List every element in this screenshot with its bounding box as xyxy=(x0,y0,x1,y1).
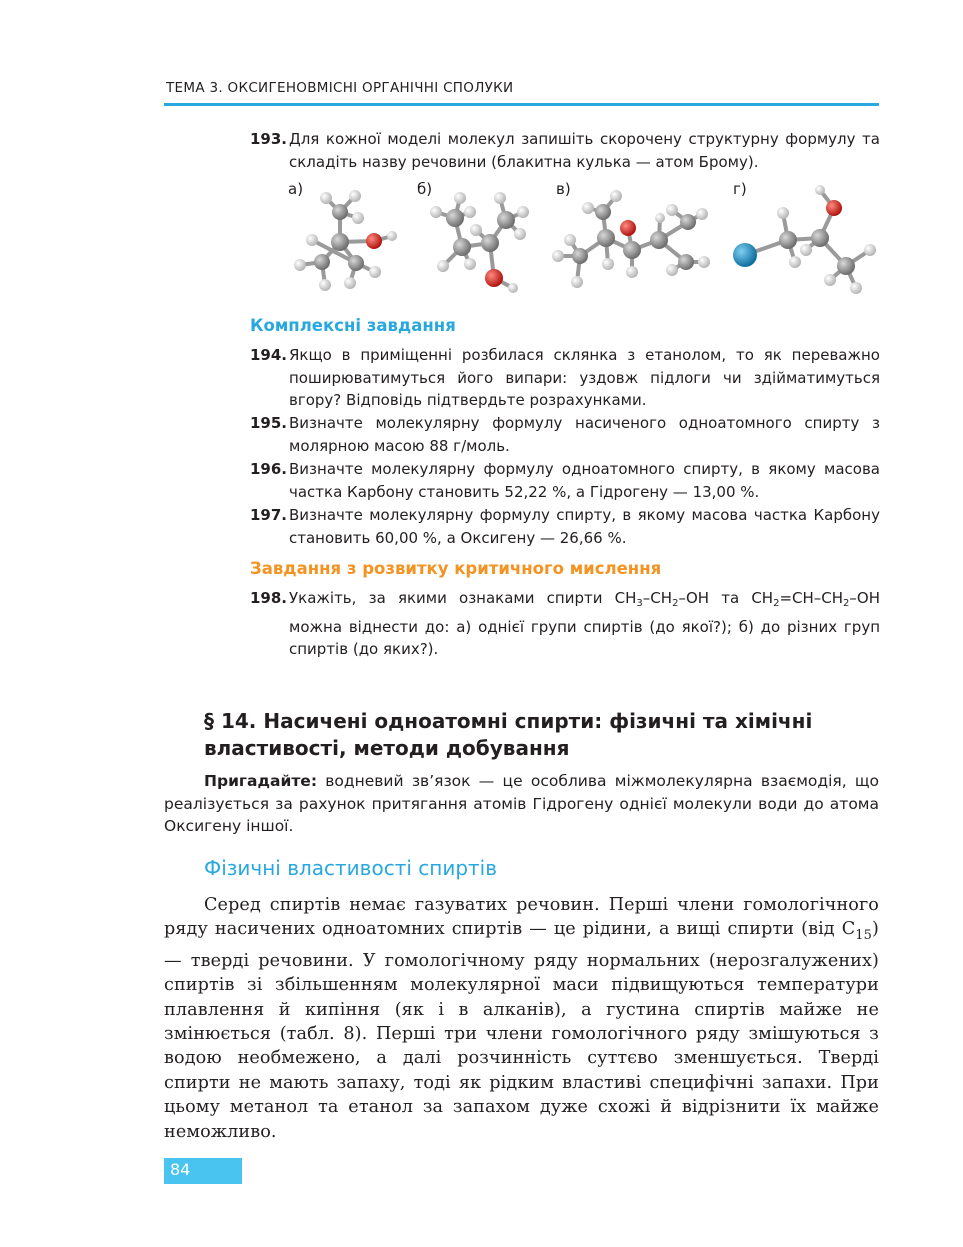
recall-text: водневий зв’язок — це особлива міжмолекулярна взаємодія, що реалізується за рахунок притягання атомів Гідрогену однієї молекули води до атома Оксигену іншої. xyxy=(164,772,879,835)
task-number: 193. xyxy=(250,130,288,148)
molecule-label-d: г) xyxy=(733,180,747,198)
task-number: 196. xyxy=(250,460,288,478)
task-194 xyxy=(250,344,880,412)
task-198 xyxy=(250,587,880,661)
task-text: Визначте молекулярну формулу насиченого одноатомного спирту з молярною масою 88 г/моль. xyxy=(289,414,880,455)
section-title: § 14. Насичені одноатомні спирти: фізичні та хімічні властивості, методи добування xyxy=(204,709,813,760)
task-text: Якщо в приміщенні розбилася склянка з етанолом, то як переважно поширюватимуться його випари: уздовж підлоги чи здійматимуться вгору? Відповідь підтвердьте розрахунками. xyxy=(289,346,880,409)
task-195 xyxy=(250,412,880,457)
running-header: ТЕМА 3. ОКСИГЕНОВМІСНІ ОРГАНІЧНІ СПОЛУКИ xyxy=(166,80,514,96)
molecule-label-a: а) xyxy=(288,180,304,198)
molecule-label-c: в) xyxy=(556,180,571,198)
task-text: Укажіть, за якими ознаками спирти $CH_3-CH_2-OH$ та $CH_2=CH-CH_2-OH$ можна віднести до: а) однієї групи спиртів (до якої?); б) до різних груп спиртів (до яких?). xyxy=(289,589,880,658)
physical-properties-heading: Фізичні властивості спиртів xyxy=(204,856,498,880)
page-number-box xyxy=(164,1158,242,1184)
recall-paragraph xyxy=(164,770,879,838)
task-text: Для кожної моделі молекул запишіть скорочену структурну формулу та складіть назву речовини (блакитна кулька — атом Брому). xyxy=(289,130,880,171)
task-197 xyxy=(250,504,880,549)
task-number: 198. xyxy=(250,589,288,607)
molecule-d xyxy=(733,185,876,294)
task-number: 195. xyxy=(250,414,288,432)
page-number: 84 xyxy=(170,1160,191,1179)
critical-thinking-heading: Завдання з розвитку критичного мислення xyxy=(250,559,662,578)
task-number: 197. xyxy=(250,506,288,524)
molecule-models-illustration xyxy=(0,0,963,310)
molecule-a xyxy=(294,190,397,291)
molecule-c xyxy=(552,190,710,288)
complex-tasks-heading: Комплексні завдання xyxy=(250,316,456,335)
task-text: Визначте молекулярну формулу одноатомного спирту, в якому масова частка Карбону становить 52,22 %, а Гідрогену — 13,00 %. xyxy=(289,460,880,501)
task-text: Визначте молекулярну формулу спирту, в якому масова частка Карбону становить 60,00 %, а Оксигену — 26,66 %. xyxy=(289,506,880,547)
physical-properties-paragraph: Серед спиртів немає газуватих речовин. Перші члени гомологічного ряду насичених одноатомних спиртів — це рідини, а вищі спирти (від $C_{15}$) — тверді речовини. У гомологічному ряду нормальних (нерозгалужених) спиртів зі збільшенням молекулярної маси підвищуються температури плавлення й кипіння (як і в алканів), а густина спиртів майже не змінюється (табл. 8). Перші три члени гомологічного ряду змішуються з водою необмежено, а далі розчинність суттєво зменшується. Тверді спирти не мають запаху, тоді як рідким властиві специфічні запахи. При цьому метанол та етанол за запахом дуже схожі й відрізнити їх майже неможливо. xyxy=(164,895,879,1142)
molecule-b xyxy=(430,192,529,293)
task-number: 194. xyxy=(250,346,288,364)
recall-label: Пригадайте: xyxy=(204,772,318,790)
molecule-label-b: б) xyxy=(417,180,433,198)
task-196 xyxy=(250,458,880,503)
